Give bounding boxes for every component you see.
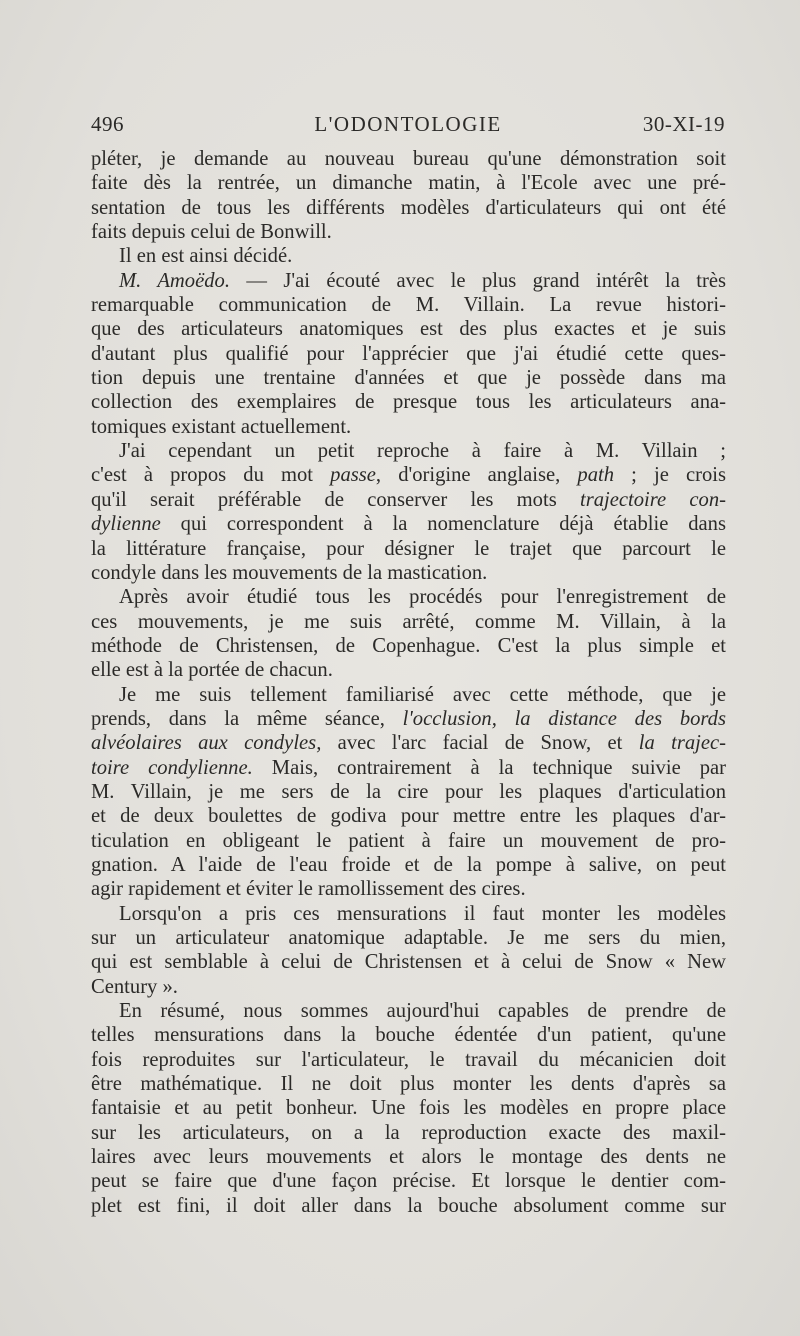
text-segment: Century ».	[91, 975, 178, 998]
text-line	[91, 439, 726, 463]
text-line	[91, 1145, 726, 1169]
italic-text: dylienne	[91, 513, 161, 536]
text-segment: M. Villain, je me sers de la cire pour les plaques d'articulation	[91, 780, 726, 803]
text-segment: fois reproduites sur l'articulateur, le travail du mécanicien doit	[91, 1048, 726, 1071]
page-number: 496	[91, 112, 124, 136]
issue-date: 30-XI-19	[642, 112, 725, 136]
text-line	[91, 537, 726, 561]
text-line	[91, 561, 726, 585]
text-segment: remarquable communication de M. Villain. La revue histori-	[91, 294, 726, 317]
text-line	[91, 877, 726, 901]
text-segment: et de deux boulettes de godiva pour mettre entre les plaques d'ar-	[91, 805, 726, 828]
text-line	[91, 585, 726, 609]
text-segment: agir rapidement et éviter le ramollissement des cires.	[91, 878, 526, 901]
text-segment: Il en est ainsi décidé.	[119, 245, 293, 268]
text-line	[91, 1072, 726, 1096]
text-segment: la littérature française, pour désigner le trajet que parcourt le	[91, 537, 726, 560]
text-segment: être mathématique. Il ne doit plus monter les dents d'après sa	[91, 1073, 726, 1096]
text-segment: peut se faire que d'une façon précise. Et lorsque le dentier com-	[91, 1170, 726, 1193]
text-segment: telles mensurations dans la bouche édentée d'un patient, qu'une	[91, 1024, 726, 1047]
italic-text: l'occlusion, la distance des bords	[402, 707, 726, 730]
text-line	[91, 999, 726, 1023]
text-segment: qui correspondent à la nomenclature déjà établie dans	[160, 513, 726, 536]
text-segment: sur les articulateurs, on a la reproduction exacte des maxil-	[91, 1121, 726, 1144]
text-line	[91, 244, 726, 268]
text-segment: laires avec leurs mouvements et alors le montage des dents ne	[91, 1146, 726, 1169]
text-segment: Je me suis tellement familiarisé avec cette méthode, que je	[119, 683, 726, 706]
text-segment: avec l'arc facial de Snow, et	[321, 732, 639, 755]
text-line	[91, 366, 726, 390]
text-segment: ces mouvements, je me suis arrêté, comme M. Villain, à la	[91, 610, 726, 633]
text-line	[91, 415, 726, 439]
text-segment: tion depuis une trentaine d'années et que je possède dans ma	[91, 367, 726, 390]
text-line	[91, 610, 726, 634]
text-segment: elle est à la portée de chacun.	[91, 659, 333, 682]
text-segment: plet est fini, il doit aller dans la bouche absolument comme sur	[91, 1194, 726, 1217]
running-title: L'ODONTOLOGIE	[314, 112, 502, 136]
text-segment: condyle dans les mouvements de la mastication.	[91, 561, 488, 584]
text-line	[91, 1194, 726, 1218]
text-line	[91, 780, 726, 804]
text-line	[91, 1121, 726, 1145]
text-line	[91, 658, 726, 682]
italic-text: trajectoire con-	[579, 488, 726, 511]
text-segment: Lorsqu'on a pris ces mensurations il faut monter les modèles	[119, 902, 726, 925]
text-line	[91, 171, 726, 195]
text-segment: méthode de Christensen, de Copenhague. C'est la plus simple et	[91, 634, 726, 657]
text-line	[91, 829, 726, 853]
text-line	[91, 756, 726, 780]
italic-text: path	[577, 464, 615, 487]
text-segment: tomiques existant actuellement.	[91, 415, 352, 438]
text-line	[91, 488, 726, 512]
italic-text: la trajec-	[638, 732, 726, 755]
body-text	[91, 147, 726, 1218]
text-line	[91, 463, 726, 487]
text-segment: gnation. A l'aide de l'eau froide et de la pompe à salive, on peut	[91, 853, 726, 876]
text-line	[91, 853, 726, 877]
italic-text: M. Amoëdo.	[119, 269, 230, 292]
text-line	[91, 293, 726, 317]
text-segment: ; je crois	[614, 464, 726, 487]
text-line	[91, 342, 726, 366]
text-line	[91, 1169, 726, 1193]
text-segment: collection des exemplaires de presque tous les articulateurs ana-	[91, 391, 726, 414]
text-segment: En résumé, nous sommes aujourd'hui capables de prendre de	[119, 1000, 726, 1023]
text-segment: pléter, je demande au nouveau bureau qu'une démonstration soit	[91, 148, 726, 170]
text-segment: Après avoir étudié tous les procédés pour l'enregistrement de	[119, 586, 726, 609]
text-segment: ticulation en obligeant le patient à faire un mouvement de pro-	[91, 829, 726, 852]
text-line	[91, 1096, 726, 1120]
text-segment: — J'ai écouté avec le plus grand intérêt la très	[229, 269, 726, 292]
text-segment: c'est à propos du mot	[91, 464, 331, 487]
text-segment: sentation de tous les différents modèles d'articulateurs qui ont été	[91, 196, 726, 219]
text-segment: sur un articulateur anatomique adaptable. Je me sers du mien,	[91, 927, 726, 949]
text-line	[91, 317, 726, 341]
text-segment: Mais, contrairement à la technique suivie par	[252, 756, 726, 779]
text-line	[91, 975, 726, 999]
running-header	[91, 112, 725, 142]
text-segment: prends, dans la même séance,	[91, 707, 403, 730]
text-line	[91, 269, 726, 293]
text-line	[91, 390, 726, 414]
text-line	[91, 634, 726, 658]
text-segment: que des articulateurs anatomiques est des plus exactes et je suis	[91, 318, 726, 341]
text-line	[91, 1023, 726, 1047]
text-line	[91, 731, 726, 755]
text-segment: d'autant plus qualifié pour l'apprécier que j'ai étudié cette ques-	[91, 342, 726, 365]
text-line	[91, 512, 726, 536]
text-segment: faits depuis celui de Bonwill.	[91, 221, 332, 244]
text-line	[91, 1048, 726, 1072]
text-segment: faite dès la rentrée, un dimanche matin, à l'Ecole avec une pré-	[91, 172, 726, 195]
text-line	[91, 926, 726, 950]
text-segment: qu'il serait préférable de conserver les mots	[91, 488, 580, 511]
text-line	[91, 707, 726, 731]
text-line	[91, 196, 726, 220]
italic-text: toire condylienne.	[91, 756, 253, 779]
italic-text: passe	[330, 464, 376, 487]
text-line	[91, 950, 726, 974]
text-line	[91, 804, 726, 828]
text-line	[91, 220, 726, 244]
text-line	[91, 147, 726, 171]
text-segment: J'ai cependant un petit reproche à faire à M. Villain ;	[119, 440, 726, 463]
text-line	[91, 683, 726, 707]
italic-text: alvéolaires aux condyles,	[91, 732, 322, 755]
text-segment: , d'origine anglaise,	[375, 464, 578, 487]
text-segment: fantaisie et au petit bonheur. Une fois les modèles en propre place	[91, 1097, 726, 1120]
text-line	[91, 902, 726, 926]
text-segment: qui est semblable à celui de Christensen et à celui de Snow « New	[91, 951, 726, 974]
